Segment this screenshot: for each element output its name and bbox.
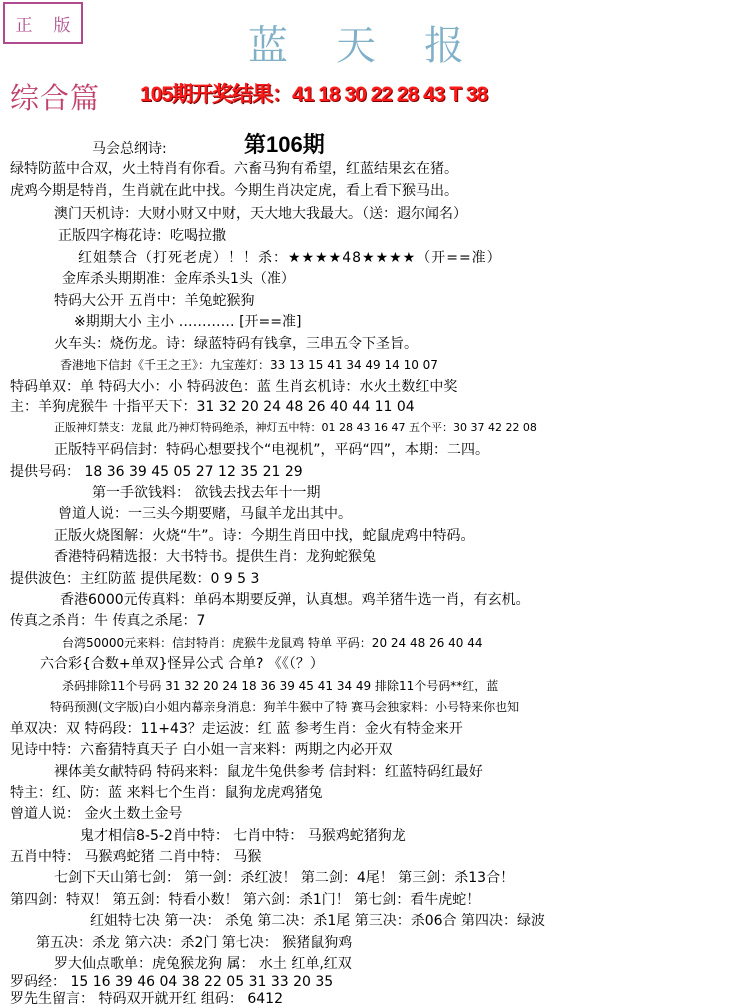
text-line: 特码预测(文字版)白小姐内幕亲身消息：狗羊牛猴中了特 赛马会独家料：小号特来你也知 xyxy=(50,700,520,714)
text-line: 正版神灯禁支：龙鼠 此乃神灯特码绝杀，神灯五中特：01 28 43 16 47 五个平：30 37 42 22 08 xyxy=(54,421,537,434)
text-line: 六合彩{合数+单双}怪异公式 合单? 《《（？） xyxy=(40,656,324,672)
text-line: 罗先生留言： 特码双开就开红 组码： 6412 xyxy=(10,991,283,1007)
text-line: 第四剑：特双！ 第五剑：特看小数！ 第六剑：杀1门！ 第七剑：看牛虎蛇！ xyxy=(10,892,481,908)
text-line: 提供波色：主红防蓝 提供尾数：0 9 5 3 xyxy=(10,571,260,587)
text-line: 见诗中特：六畜猜特真天子 白小姐一言来料：两期之内必开双 xyxy=(10,742,393,758)
issue-number: 第106期 xyxy=(244,132,325,157)
stamp-char-left: 正 xyxy=(15,15,33,36)
text-line: 罗码经： 15 16 39 46 04 38 22 05 31 33 20 35 xyxy=(10,974,334,990)
text-line: 杀码排除11个号码 31 32 20 24 18 36 39 45 41 34 49 排除11个号码**红，蓝 xyxy=(62,679,499,693)
text-line: 香港6000元传真料：单码本期要反弹，认真想。鸡羊猪牛选一肖，有玄机。 xyxy=(60,592,530,608)
text-line: 主：羊狗虎猴牛 十指平天下：31 32 20 24 48 26 40 44 11 04 xyxy=(10,399,415,415)
text-line: 裸体美女献特码 特码来料：鼠龙牛兔供参考 信封料：红蓝特码红最好 xyxy=(54,764,483,780)
text-line: 香港地下信封《千王之王》：九宝莲灯：33 13 15 41 34 49 14 10 07 xyxy=(60,358,438,372)
draw-result: 105期开奖结果：41 18 30 22 28 43 T 38 xyxy=(140,83,488,106)
text-line: 马会总纲诗: xyxy=(92,141,167,157)
text-line: 红姐禁合（打死老虎）！！杀：★★★★48★★★★（开==准） xyxy=(78,250,502,266)
section-heading: 综合篇 xyxy=(10,81,101,115)
text-line: 澳门天机诗：大财小财又中财，天大地大我最大。（送：遐尔闻名） xyxy=(54,206,467,222)
text-line: 传真之杀肖：牛 传真之杀尾：7 xyxy=(10,613,206,629)
text-line: 五肖中特： 马猴鸡蛇猪 二肖中特： 马猴 xyxy=(10,849,262,865)
text-line: 正版火烧图解：火烧“牛”。诗：今期生肖田中找，蛇鼠虎鸡中特码。 xyxy=(54,528,475,544)
text-line: 七剑下天山第七剑： 第一剑：杀红波！ 第二剑：4尾！ 第三剑：杀13合！ xyxy=(54,870,515,886)
text-line: 虎鸡今期是特肖，生肖就在此中找。今期生肖决定虎，看上看下猴马出。 xyxy=(10,183,458,199)
text-line: 鬼才相信8-5-2肖中特： 七肖中特： 马猴鸡蛇猪狗龙 xyxy=(80,828,406,844)
text-line: 单双决：双 特码段：11+43？走运波：红 蓝 参考生肖：金火有特金来开 xyxy=(10,721,463,737)
text-line: ※期期大小 主小 ………… [开==准] xyxy=(74,314,302,330)
text-line: 绿特防蓝中合双，火土特肖有你看。六畜马狗有希望，红蓝结果玄在猪。 xyxy=(10,161,458,177)
text-line: 第一手欲钱料： 欲钱去找去年十一期 xyxy=(92,485,321,501)
text-line: 台湾50000元来料：信封特肖：虎猴牛龙鼠鸡 特单 平码：20 24 48 26 40 44 xyxy=(62,636,483,650)
stamp-char-right: 版 xyxy=(53,15,71,36)
text-line: 红姐特七决 第一决： 杀兔 第二决：杀1尾 第三决：杀06合 第四决：绿波 xyxy=(90,913,545,929)
text-line: 正版特平码信封：特码心想要找个“电视机”，平码“四”，本期：二四。 xyxy=(54,442,490,458)
text-line: 正版四字梅花诗：吃喝拉撒 xyxy=(58,228,226,244)
text-line: 罗大仙点歌单：虎兔猴龙狗 属： 水土 红单,红双 xyxy=(54,956,352,972)
text-line: 香港特码精选报：大书特书。提供生肖：龙狗蛇猴兔 xyxy=(54,549,376,565)
text-line: 曾道人说： 金火土数土金号 xyxy=(10,806,183,822)
text-line: 特码单双：单 特码大小：小 特码波色：蓝 生肖玄机诗：水火土数红中奖 xyxy=(10,379,458,395)
text-line: 第五决：杀龙 第六决：杀2门 第七决： 猴猪鼠狗鸡 xyxy=(36,935,353,951)
text-line: 金库杀头期期准：金库杀头1头（准） xyxy=(62,271,295,287)
text-line: 曾道人说：一三头今期要赌，马鼠羊龙出其中。 xyxy=(58,506,352,522)
text-line: 特码大公开 五肖中：羊兔蛇猴狗 xyxy=(54,293,255,309)
text-line: 提供号码： 18 36 39 45 05 27 12 35 21 29 xyxy=(10,464,303,480)
newspaper-title: 蓝天报 xyxy=(248,23,512,69)
text-line: 特主：红、防：蓝 来料七个生肖：鼠狗龙虎鸡猪兔 xyxy=(10,785,323,801)
text-line: 火车头：烧伤龙。诗：绿蓝特码有钱拿，三串五令下圣旨。 xyxy=(54,336,418,352)
